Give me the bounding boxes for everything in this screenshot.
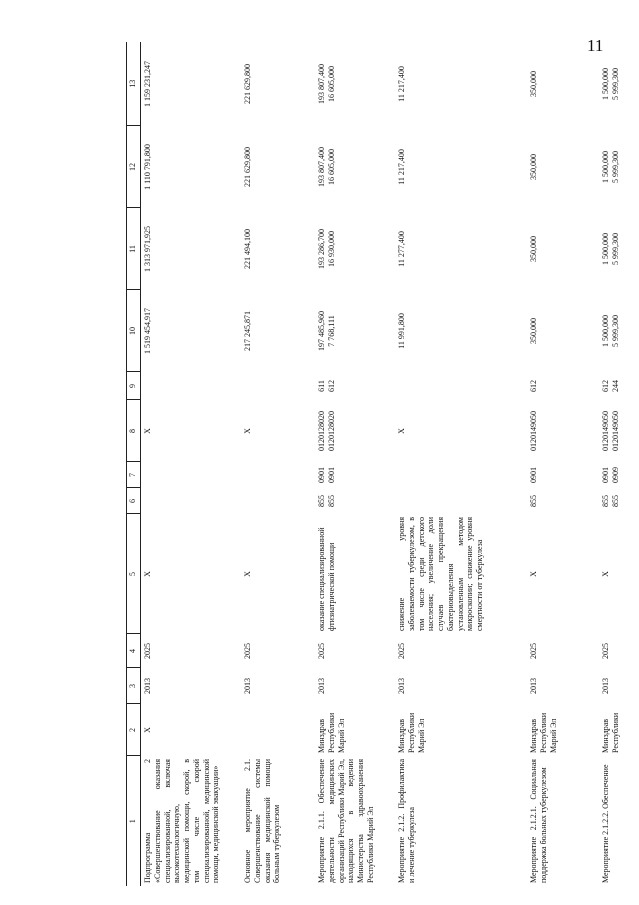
grbs-line: 855 (317, 495, 326, 507)
end-year: 2025 (143, 643, 152, 659)
rzpr-line: 0901 (601, 467, 610, 483)
table-row (395, 42, 527, 886)
table-row (315, 42, 395, 886)
amount-total: 11 217,400 (397, 66, 406, 102)
start-year: 2013 (529, 678, 538, 694)
header-cell: 4 (127, 634, 141, 668)
rzpr-code (241, 462, 315, 488)
amount-line: 5 999,300 (610, 68, 620, 100)
program-name: Мероприятие 2.1.2.2. Обеспечение (601, 764, 610, 883)
header-cell: 10 (127, 290, 141, 372)
rzpr-code (141, 462, 242, 488)
executor (241, 704, 315, 756)
start-year: 2013 (397, 678, 406, 694)
rzpr-line: 0901 (317, 467, 326, 483)
amount-2025: 1 110 791,800 (143, 144, 152, 190)
end-year: 2025 (317, 643, 326, 659)
table-row (241, 42, 315, 886)
header-cell: 3 (127, 668, 141, 704)
grbs-code (141, 488, 242, 514)
rotated-table-container (126, 42, 620, 886)
vr-code (395, 372, 527, 400)
table-row (527, 42, 599, 886)
grbs-code (599, 488, 639, 514)
amount-total (315, 42, 395, 126)
vr-code (315, 372, 395, 400)
vr-line: 611 (317, 380, 326, 392)
amount-2024: 1 313 971,925 (143, 226, 152, 272)
end-year: 2025 (601, 643, 610, 659)
page-number: 11 (587, 36, 604, 55)
executor: Минздрав Республики Марий Эл (317, 712, 346, 753)
vr-code: 612 (529, 380, 538, 392)
amount-line: 7 768,111 (326, 315, 336, 347)
amount-line: 197 485,960 (317, 311, 326, 351)
grbs-line: 855 (326, 495, 336, 507)
amount-total: 221 629,800 (243, 64, 252, 104)
amount-2024: 221 494,100 (243, 229, 252, 269)
header-cell: 8 (127, 400, 141, 462)
csr-line: 0120128020 (317, 411, 326, 451)
rzpr-code (315, 462, 395, 488)
start-year: 2013 (243, 678, 252, 694)
amount-line: 1 500,000 (601, 233, 610, 265)
amount-2024: 11 277,400 (397, 231, 406, 267)
expected-result: оказание специализированной фтизиатрической помощи (317, 527, 336, 631)
header-cell: 13 (127, 42, 141, 126)
start-year: 2013 (317, 678, 326, 694)
executor: Минздрав Республики (601, 712, 620, 753)
header-cell: 11 (127, 208, 141, 290)
amount-total: 350,000 (529, 71, 538, 97)
program-name: Мероприятие 2.1.2.1. Социальная поддержка больных туберкулезом (529, 759, 548, 883)
grbs-code: 855 (529, 495, 538, 507)
header-cell: 2 (127, 704, 141, 756)
header-cell: 7 (127, 462, 141, 488)
amount-line: 5 999,300 (610, 151, 620, 183)
amount-line: 1 500,000 (601, 151, 610, 183)
header-cell: 12 (127, 126, 141, 208)
grbs-code (241, 488, 315, 514)
csr-code (599, 400, 639, 462)
amount-2023: 11 991,800 (397, 313, 406, 349)
program-name: Основное мероприятие 2.1. Совершенствование системы оказания медицинской помощи больным туберкулезом (243, 759, 282, 883)
expected-result: Х (243, 571, 252, 577)
program-name: Мероприятие 2.1.1. Обеспечение деятельности медицинских организаций Республики Марий Эл, находящихся в ведении Министерства здравоохранения Республики Марий Эл (317, 759, 375, 883)
amount-line: 5 999,300 (610, 233, 620, 265)
rzpr-code: 0901 (529, 467, 538, 483)
grbs-line: 855 (601, 495, 610, 507)
amount-line: 16 605,000 (326, 66, 336, 102)
program-name: Подпрограмма 2 «Совершенствование оказания специализированной, включая высокотехнологичную, медицинской помощи, скорой, в том числе скорой специализированной, медицинской помощи, медицинской эвакуации» (143, 759, 221, 883)
vr-line: 612 (601, 380, 610, 392)
amount-2025: 350,000 (529, 154, 538, 180)
table-header-row (127, 42, 141, 886)
end-year: 2025 (243, 643, 252, 659)
amount-2023: 350,000 (529, 318, 538, 344)
amount-line: 193 807,400 (317, 64, 326, 104)
amount-2025: 221 629,800 (243, 147, 252, 187)
expected-result: снижение уровня заболеваемости туберкулезом, в том числе среди детского населения; увеличение доли случаев прекращения бактериовыделения установленным методом микроскопии; снижение уровня смертности от туберкулеза (397, 517, 484, 631)
executor: Минздрав Республики Марий Эл (397, 712, 426, 753)
amount-line: 16 605,000 (326, 149, 336, 185)
amount-2023 (315, 290, 395, 372)
grbs-code (315, 488, 395, 514)
csr-code (315, 400, 395, 462)
budget-table (126, 42, 639, 886)
amount-line: 16 930,000 (326, 231, 336, 267)
vr-code (599, 372, 639, 400)
vr-line: 244 (610, 380, 620, 392)
header-cell: 6 (127, 488, 141, 514)
expected-result: Х (601, 571, 610, 577)
table-row (141, 42, 242, 886)
start-year: 2013 (143, 678, 152, 694)
amount-2025: 11 217,400 (397, 149, 406, 185)
rzpr-code (599, 462, 639, 488)
executor: Минздрав Республики Марий Эл (529, 712, 558, 753)
amount-2024 (315, 208, 395, 290)
csr-line: 0120128020 (326, 411, 336, 451)
rzpr-code (395, 462, 527, 488)
amount-line: 193 286,700 (317, 229, 326, 269)
amount-total (599, 42, 639, 126)
amount-line: 1 500,000 (601, 315, 610, 347)
amount-2023: 1 519 454,917 (143, 308, 152, 354)
vr-line: 612 (326, 380, 336, 392)
amount-line: 1 500,000 (601, 68, 610, 100)
grbs-code (395, 488, 527, 514)
csr-code: Х (397, 428, 406, 434)
csr-line: 0120149050 (601, 411, 610, 451)
amount-2024: 350,000 (529, 236, 538, 262)
csr-code: 0120149050 (529, 411, 538, 451)
expected-result: Х (529, 571, 538, 577)
amount-2023: 217 245,871 (243, 311, 252, 351)
amount-line: 5 999,300 (610, 315, 620, 347)
table-row (599, 42, 639, 886)
program-name: Мероприятие 2.1.2. Профилактика и лечение туберкулеза (397, 759, 416, 883)
amount-2024 (599, 208, 639, 290)
header-cell: 5 (127, 514, 141, 634)
expected-result: Х (143, 571, 152, 577)
vr-code (141, 372, 242, 400)
rzpr-line: 0909 (610, 467, 620, 483)
csr-code: Х (143, 428, 152, 434)
vr-code (241, 372, 315, 400)
amount-2025 (599, 126, 639, 208)
end-year: 2025 (397, 643, 406, 659)
header-cell: 1 (127, 756, 141, 886)
amount-total: 1 159 231,247 (143, 61, 152, 107)
grbs-line: 855 (610, 495, 620, 507)
amount-2023 (599, 290, 639, 372)
end-year: 2025 (529, 643, 538, 659)
csr-line: 0120149050 (610, 411, 620, 451)
header-cell: 9 (127, 372, 141, 400)
amount-2025 (315, 126, 395, 208)
rzpr-line: 0901 (326, 467, 336, 483)
executor: Х (143, 727, 152, 733)
start-year: 2013 (601, 678, 610, 694)
amount-line: 193 807,400 (317, 147, 326, 187)
csr-code: Х (243, 428, 252, 434)
